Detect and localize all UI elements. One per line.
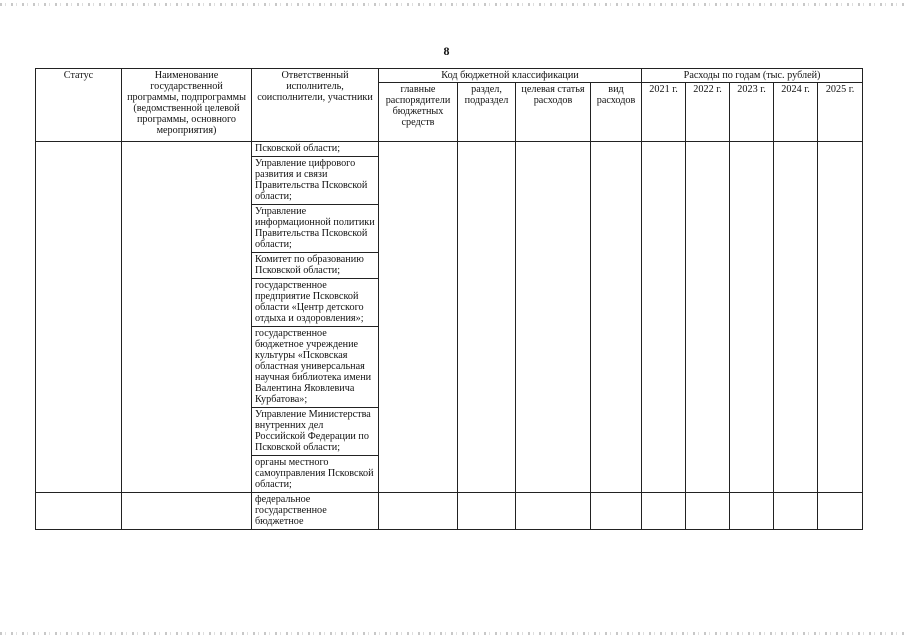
header-row-1 xyxy=(36,69,863,83)
page-number: 8 xyxy=(443,44,450,58)
year-2023-cell xyxy=(730,493,774,530)
scan-artifact-bottom xyxy=(0,632,905,635)
header-year-2024: 2024 г. xyxy=(774,83,818,142)
participant-cell: Комитет по образованию Псковской области; xyxy=(252,253,379,279)
header-year-2021: 2021 г. xyxy=(642,83,686,142)
year-2025-cell xyxy=(818,142,863,493)
grbs-cell xyxy=(379,493,458,530)
status-cell xyxy=(36,493,122,530)
participant-cell: Псковской области; xyxy=(252,142,379,157)
header-year-2025: 2025 г. xyxy=(818,83,863,142)
year-2024-cell xyxy=(774,493,818,530)
status-cell xyxy=(36,142,122,493)
header-section: раздел, подраздел xyxy=(458,83,516,142)
table-row-main xyxy=(36,142,863,157)
participant-cell: федеральное государственное бюджетное xyxy=(252,493,379,530)
target-cell xyxy=(516,142,591,493)
header-expenses: Расходы по годам (тыс. рублей) xyxy=(642,69,863,83)
year-2021-cell xyxy=(642,142,686,493)
header-responsible: Ответственный исполнитель, соисполнители, участники xyxy=(252,69,379,142)
header-target: целевая статья расходов xyxy=(516,83,591,142)
participant-cell: государственное бюджетное учреждение культуры «Псковская областная универсальная научная библиотека имени Валентина Яковлевича Курбатова»; xyxy=(252,327,379,408)
program-name-cell xyxy=(122,142,252,493)
year-2022-cell xyxy=(686,493,730,530)
header-grbs: главные распорядители бюджетных средств xyxy=(379,83,458,142)
target-cell xyxy=(516,493,591,530)
section-cell xyxy=(458,142,516,493)
header-year-2023: 2023 г. xyxy=(730,83,774,142)
header-year-2022: 2022 г. xyxy=(686,83,730,142)
participant-cell: государственное предприятие Псковской области «Центр детского отдыха и оздоровления»; xyxy=(252,279,379,327)
participant-cell: Управление Министерства внутренних дел Российской Федерации по Псковской области; xyxy=(252,408,379,456)
table-row-next xyxy=(36,493,863,530)
scan-artifact-top xyxy=(0,3,905,6)
participant-cell: Управление цифрового развития и связи Правительства Псковской области; xyxy=(252,157,379,205)
year-2025-cell xyxy=(818,493,863,530)
kind-cell xyxy=(591,493,642,530)
year-2021-cell xyxy=(642,493,686,530)
header-kind: вид расходов xyxy=(591,83,642,142)
year-2024-cell xyxy=(774,142,818,493)
participant-cell: Управление информационной политики Правительства Псковской области; xyxy=(252,205,379,253)
program-name-cell xyxy=(122,493,252,530)
participant-cell: органы местного самоуправления Псковской области; xyxy=(252,456,379,493)
budget-table xyxy=(35,68,863,530)
header-status: Статус xyxy=(36,69,122,142)
year-2022-cell xyxy=(686,142,730,493)
grbs-cell xyxy=(379,142,458,493)
kind-cell xyxy=(591,142,642,493)
header-budget-code: Код бюджетной классификации xyxy=(379,69,642,83)
section-cell xyxy=(458,493,516,530)
header-program-name: Наименование государственной программы, подпрограммы (ведомственной целевой программы, основного мероприятия) xyxy=(122,69,252,142)
year-2023-cell xyxy=(730,142,774,493)
